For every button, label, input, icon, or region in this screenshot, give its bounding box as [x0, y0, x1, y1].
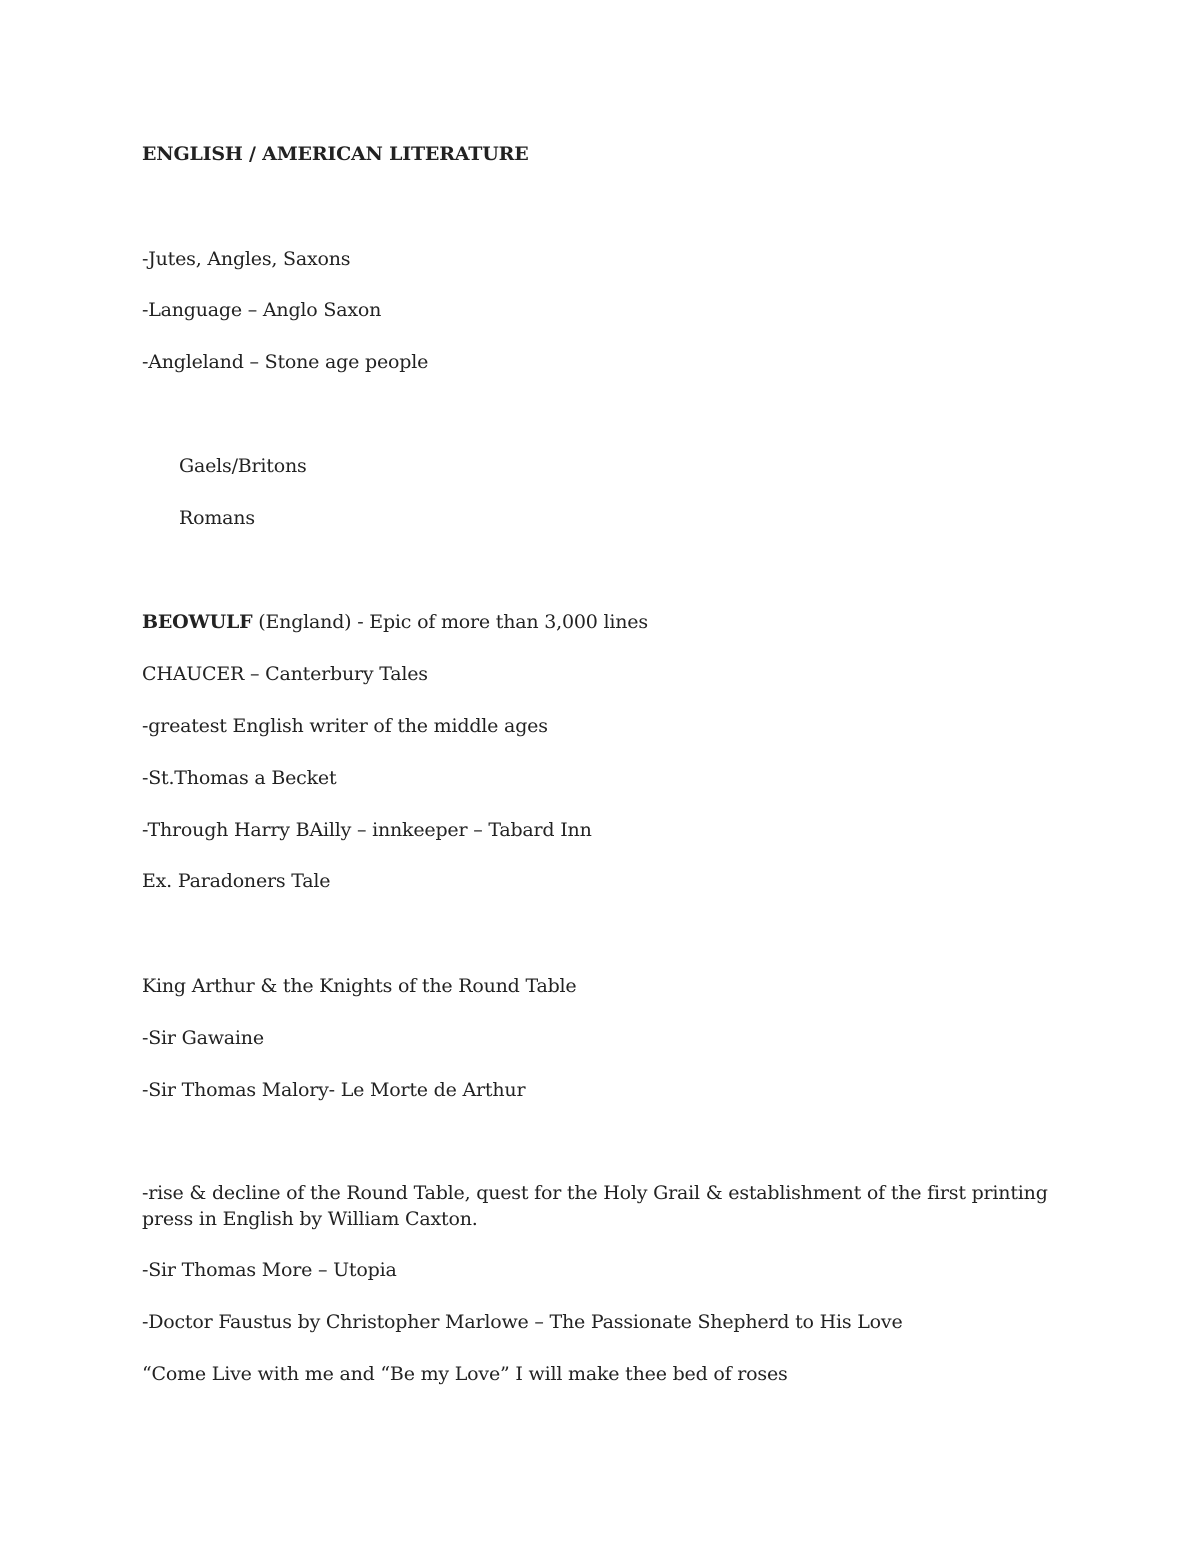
line-angleland: -Angleland – Stone age people [142, 351, 429, 373]
line-greatest: -greatest English writer of the middle ages [142, 715, 548, 737]
document-title: ENGLISH / AMERICAN LITERATURE [142, 143, 529, 165]
line-becket: -St.Thomas a Becket [142, 767, 337, 789]
line-harry: -Through Harry BAilly – innkeeper – Tabard Inn [142, 819, 592, 841]
line-arthur: King Arthur & the Knights of the Round Table [142, 975, 577, 997]
line-pardoners: Ex. Paradoners Tale [142, 870, 331, 892]
line-jutes: -Jutes, Angles, Saxons [142, 248, 351, 270]
line-more: -Sir Thomas More – Utopia [142, 1259, 397, 1281]
beowulf-heading: BEOWULF [142, 611, 253, 633]
line-romans: Romans [179, 507, 255, 529]
line-chaucer: CHAUCER – Canterbury Tales [142, 663, 428, 685]
line-gaels: Gaels/Britons [179, 455, 307, 477]
line-come-live: “Come Live with me and “Be my Love” I will make thee bed of roses [142, 1363, 788, 1385]
line-language: -Language – Anglo Saxon [142, 299, 382, 321]
line-gawaine: -Sir Gawaine [142, 1027, 264, 1049]
line-malory: -Sir Thomas Malory- Le Morte de Arthur [142, 1079, 526, 1101]
line-beowulf [142, 609, 648, 635]
line-rise: -rise & decline of the Round Table, quest for the Holy Grail & establishment of the first printing press in English by William Caxton. [142, 1182, 1048, 1230]
line-faustus: -Doctor Faustus by Christopher Marlowe – The Passionate Shepherd to His Love [142, 1311, 903, 1333]
beowulf-description: (England) - Epic of more than 3,000 lines [252, 611, 648, 633]
